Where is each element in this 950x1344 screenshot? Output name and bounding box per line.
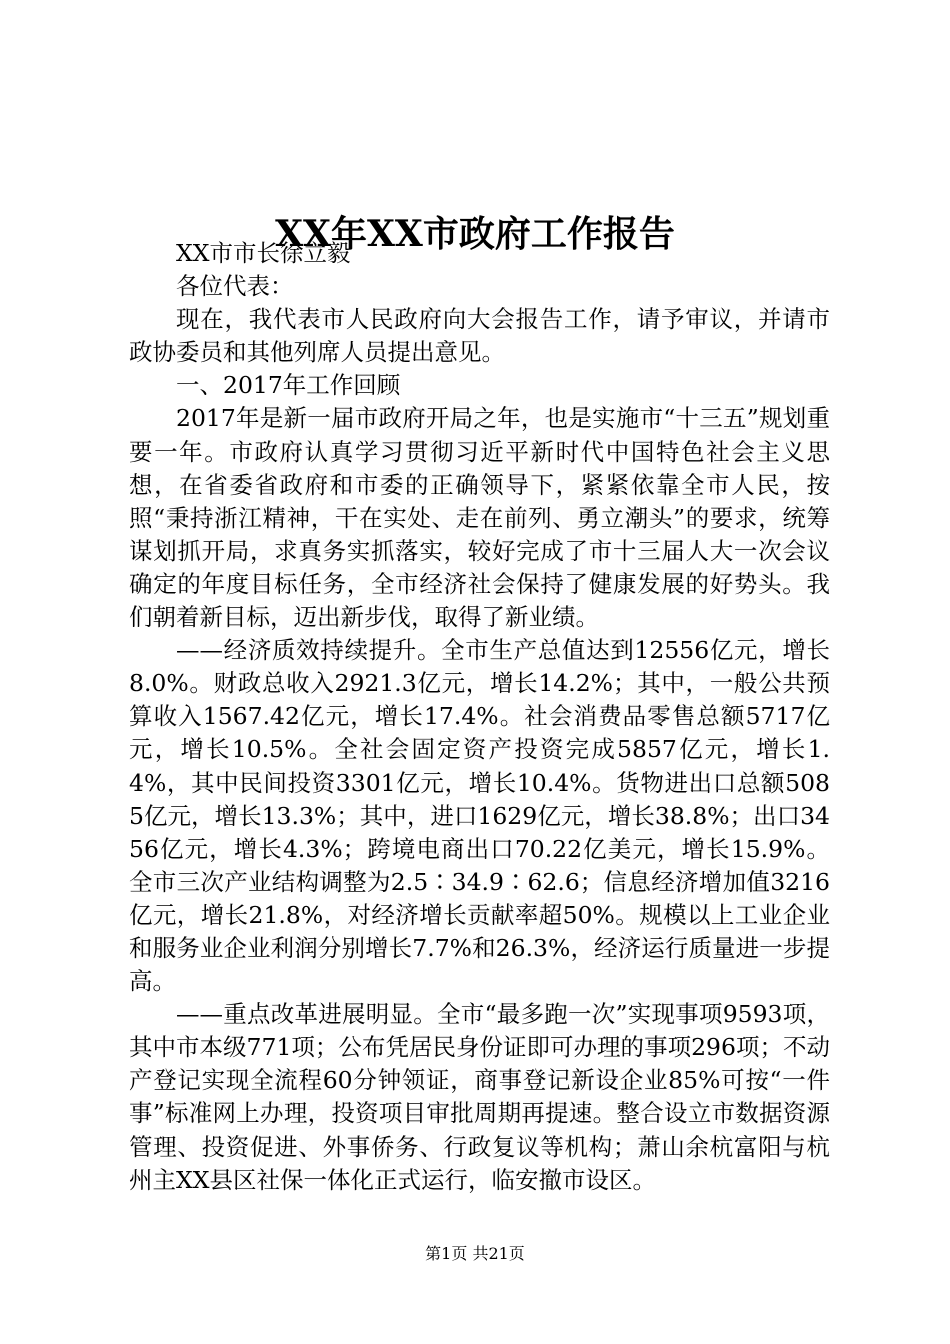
paragraph-intro: 现在，我代表市人民政府向大会报告工作，请予审议，并请市政协委员和其他列席人员提出意见。 [129,305,830,367]
section-heading: 一、2017年工作回顾 [176,371,401,400]
salutation: 各位代表： [176,272,294,301]
document-title: XX年XX市政府工作报告 [275,213,675,256]
paragraph-economy: ——经济质效持续提升。全市生产总值达到12556亿元，增长8.0%。财政总收入2921.3亿元，增长14.2%；其中，一般公共预算收入1567.42亿元，增长17.4%。社会消费品零售总额5717亿元，增长10.5%。全社会固定资产投资完成5857亿元，增长1.4%，其中民间投资3301亿元，增长10.4%。货物进出口总额5085亿元，增长13.3%；其中，进口1629亿元，增长38.8%；出口3456亿元，增长4.3%；跨境电商出口70.22亿美元，增长15.9%。全市三次产业结构调整为2.5∶34.9∶62.6；信息经济增加值3216亿元，增长21.8%，对经济增长贡献率超50%。规模以上工业企业和服务业企业利润分别增长7.7%和26.3%，经济运行质量进一步提高。 [129,636,830,996]
paragraph-review: 2017年是新一届市政府开局之年，也是实施市“十三五”规划重要一年。市政府认真学习贯彻习近平新时代中国特色社会主义思想，在省委省政府和市委的正确领导下，紧紧依靠全市人民，按照“秉持浙江精神，干在实处、走在前列、勇立潮头”的要求，统筹谋划抓开局，求真务实抓落实，较好完成了市十三届人大一次会议确定的年度目标任务，全市经济社会保持了健康发展的好势头。我们朝着新目标，迈出新步伐，取得了新业绩。 [129,404,830,632]
page-footer: 第1页 共21页 [425,1244,525,1263]
document-body [129,237,830,1197]
author-line: XX市市长徐立毅 [176,239,351,267]
paragraph-reform: ——重点改革进展明显。全市“最多跑一次”实现事项9593项，其中市本级771项；公布凭居民身份证即可办理的事项296项；不动产登记实现全流程60分钟领证，商事登记新设企业85%可按“一件事”标准网上办理，投资项目审批周期再提速。整合设立市数据资源管理、投资促进、外事侨务、行政复议等机构；萧山余杭富阳与杭州主XX县区社保一体化正式运行，临安撤市设区。 [129,1000,830,1194]
